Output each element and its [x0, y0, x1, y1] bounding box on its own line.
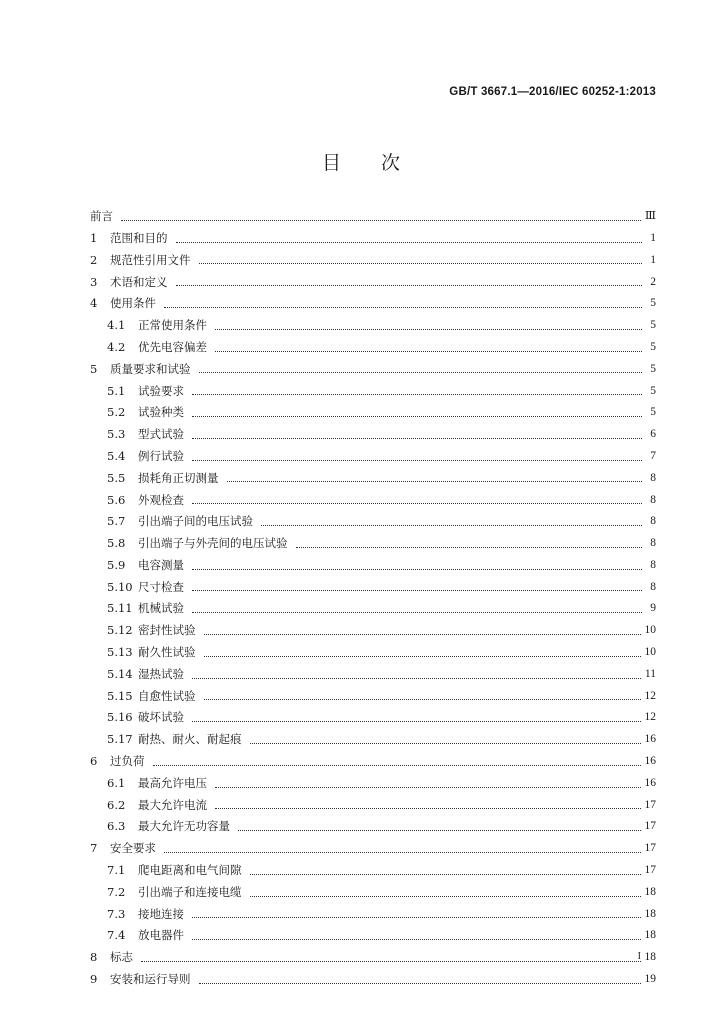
toc-entry-number: 4.1 — [107, 318, 126, 333]
toc-dot-leader — [215, 807, 641, 809]
toc-dot-leader — [199, 371, 643, 373]
toc-entry[interactable] — [90, 402, 656, 424]
toc-entry[interactable] — [90, 882, 656, 904]
toc-dot-leader — [250, 742, 641, 744]
toc-entry-label: 术语和定义 — [110, 274, 168, 289]
toc-entry-number: 7 — [90, 841, 98, 856]
toc-entry-label: 最大允许电流 — [138, 797, 207, 812]
toc-entry-page: 11 — [644, 667, 656, 680]
toc-entry[interactable] — [90, 228, 656, 250]
toc-entry-number: 8 — [90, 950, 98, 965]
toc-entry-label: 引出端子和连接电缆 — [138, 884, 242, 899]
toc-entry[interactable] — [90, 598, 656, 620]
toc-entry[interactable] — [90, 773, 656, 795]
toc-entry[interactable] — [90, 468, 656, 490]
toc-entry-number: 5.10 — [107, 579, 133, 594]
toc-dot-leader — [176, 241, 643, 243]
toc-entry-label: 质量要求和试验 — [110, 361, 191, 376]
toc-entry[interactable] — [90, 577, 656, 599]
toc-entry-number: 6.3 — [107, 819, 126, 834]
toc-entry[interactable] — [90, 751, 656, 773]
toc-entry-label: 引出端子间的电压试验 — [138, 514, 253, 529]
toc-dot-leader — [164, 851, 641, 853]
toc-entry-number: 7.2 — [107, 884, 126, 899]
toc-entry-page: 8 — [650, 515, 656, 528]
toc-entry-number: 5.15 — [107, 688, 133, 703]
toc-entry-page: 6 — [650, 428, 656, 441]
toc-entry-page: 10 — [644, 624, 656, 637]
toc-entry[interactable] — [90, 925, 656, 947]
toc-entry-page: 17 — [644, 842, 656, 855]
toc-entry-label: 放电器件 — [138, 928, 184, 943]
toc-entry[interactable] — [90, 446, 656, 468]
toc-dot-leader — [192, 720, 641, 722]
toc-entry-label: 爬电距离和电气间隙 — [138, 863, 242, 878]
page-number: I — [637, 951, 641, 962]
toc-entry-number: 3 — [90, 274, 98, 289]
toc-entry-page: 5 — [650, 406, 656, 419]
toc-dot-leader — [192, 916, 641, 918]
toc-dot-leader — [204, 633, 641, 635]
toc-entry-number: 5.3 — [107, 427, 126, 442]
toc-entry[interactable] — [90, 642, 656, 664]
toc-entry-label: 范围和目的 — [110, 230, 168, 245]
toc-entry-label: 前言 — [90, 209, 113, 224]
toc-entry[interactable] — [90, 816, 656, 838]
toc-entry-label: 破坏试验 — [138, 710, 184, 725]
toc-entry-label: 耐久性试验 — [138, 645, 196, 660]
toc-entry[interactable] — [90, 315, 656, 337]
toc-entry-number: 5.11 — [107, 601, 133, 616]
toc-entry-number: 6.2 — [107, 797, 126, 812]
toc-entry-page: 18 — [644, 929, 656, 942]
toc-entry-page: 5 — [650, 340, 656, 353]
toc-entry[interactable] — [90, 380, 656, 402]
toc-entry-page: 1 — [650, 231, 656, 244]
toc-dot-leader — [296, 546, 643, 548]
toc-dot-leader — [192, 611, 642, 613]
toc-entry[interactable] — [90, 838, 656, 860]
standard-code: GB/T 3667.1—2016/IEC 60252-1:2013 — [449, 86, 656, 98]
toc-entry-page: 17 — [644, 798, 656, 811]
toc-dot-leader — [141, 960, 641, 962]
toc-entry-page: 18 — [644, 951, 656, 964]
toc-entry-number: 5.9 — [107, 557, 126, 572]
toc-entry[interactable] — [90, 337, 656, 359]
toc-entry-number: 5.6 — [107, 492, 126, 507]
toc-entry-number: 5 — [90, 361, 98, 376]
toc-dot-leader — [121, 219, 641, 221]
toc-entry[interactable] — [90, 489, 656, 511]
toc-entry-label: 接地连接 — [138, 906, 184, 921]
toc-entry-page: 16 — [644, 733, 656, 746]
toc-entry-page: 5 — [650, 297, 656, 310]
toc-dot-leader — [250, 895, 641, 897]
toc-entry-page: 8 — [650, 558, 656, 571]
toc-entry-label: 试验要求 — [138, 383, 184, 398]
toc-entry-page: 8 — [650, 537, 656, 550]
toc-entry[interactable] — [90, 620, 656, 642]
toc-dot-leader — [215, 786, 641, 788]
toc-entry-label: 损耗角正切测量 — [138, 470, 219, 485]
toc-entry[interactable] — [90, 686, 656, 708]
toc-entry-number: 4.2 — [107, 339, 126, 354]
toc-dot-leader — [261, 524, 642, 526]
toc-entry-label: 优先电容偏差 — [138, 339, 207, 354]
toc-dot-leader — [199, 982, 641, 984]
toc-entry-page: 19 — [644, 973, 656, 986]
toc-entry-label: 机械试验 — [138, 601, 184, 616]
toc-entry[interactable] — [90, 969, 656, 991]
toc-entry-number: 5.4 — [107, 448, 126, 463]
toc-entry-page: 7 — [650, 449, 656, 462]
toc-entry[interactable] — [90, 904, 656, 926]
toc-dot-leader — [204, 655, 641, 657]
toc-entry-number: 6.1 — [107, 775, 126, 790]
toc-title-char-1: 目 — [321, 152, 343, 174]
toc-entry-page: 12 — [644, 711, 656, 724]
toc-entry-label: 试验种类 — [138, 405, 184, 420]
toc-entry[interactable] — [90, 555, 656, 577]
toc-entry-page: 8 — [650, 493, 656, 506]
toc-entry-number: 7.3 — [107, 906, 126, 921]
toc-entry-label: 外观检查 — [138, 492, 184, 507]
toc-entry-number: 6 — [90, 754, 98, 769]
toc-dot-leader — [250, 873, 641, 875]
toc-entry-label: 安装和运行导则 — [110, 972, 191, 987]
toc-entry-number: 5.12 — [107, 623, 133, 638]
toc-dot-leader — [192, 568, 642, 570]
toc-entry-label: 例行试验 — [138, 448, 184, 463]
toc-dot-leader — [192, 415, 642, 417]
toc-entry[interactable] — [90, 795, 656, 817]
toc-entry[interactable] — [90, 729, 656, 751]
toc-dot-leader — [164, 306, 642, 308]
toc-entry-label: 最大允许无功容量 — [138, 819, 230, 834]
toc-entry-label: 标志 — [110, 950, 133, 965]
toc-entry-number: 9 — [90, 972, 98, 987]
toc-entry-page: 5 — [650, 384, 656, 397]
toc-entry-label: 过负荷 — [110, 754, 145, 769]
toc-entry-page: 16 — [644, 755, 656, 768]
toc-entry-label: 安全要求 — [110, 841, 156, 856]
toc-entry[interactable] — [90, 707, 656, 729]
toc-entry-page: 12 — [644, 689, 656, 702]
toc-entry[interactable] — [90, 511, 656, 533]
toc-dot-leader — [192, 393, 642, 395]
toc-dot-leader — [199, 262, 643, 264]
toc-dot-leader — [227, 480, 643, 482]
toc-dot-leader — [215, 350, 642, 352]
toc-entry-page: 5 — [650, 319, 656, 332]
toc-title — [0, 148, 724, 175]
toc-entry-number: 5.7 — [107, 514, 126, 529]
toc-entry[interactable] — [90, 271, 656, 293]
toc-dot-leader — [176, 284, 643, 286]
toc-entry-label: 湿热试验 — [138, 666, 184, 681]
toc-entry-page: 8 — [650, 471, 656, 484]
toc-dot-leader — [238, 829, 641, 831]
toc-entry-number: 1 — [90, 230, 98, 245]
toc-entry-label: 引出端子与外壳间的电压试验 — [138, 536, 288, 551]
toc-dot-leader — [192, 677, 641, 679]
toc-entry[interactable] — [90, 860, 656, 882]
toc-dot-leader — [192, 437, 642, 439]
toc-entry-number: 7.1 — [107, 863, 126, 878]
toc-entry-label: 自愈性试验 — [138, 688, 196, 703]
toc-entry-label: 尺寸检查 — [138, 579, 184, 594]
toc-dot-leader — [215, 328, 642, 330]
toc-entry-number: 5.5 — [107, 470, 126, 485]
toc-entry-number: 5.2 — [107, 405, 126, 420]
toc-entry-number: 7.4 — [107, 928, 126, 943]
toc-entry-page: 5 — [650, 362, 656, 375]
toc-entry-page: 1 — [650, 253, 656, 266]
toc-entry-page: 17 — [644, 820, 656, 833]
toc-entry-label: 使用条件 — [110, 296, 156, 311]
toc-entry-number: 5.1 — [107, 383, 126, 398]
toc-entry-label: 密封性试验 — [138, 623, 196, 638]
toc-entry-page: 10 — [644, 646, 656, 659]
toc-entry-page: 9 — [650, 602, 656, 615]
toc-entry[interactable] — [90, 250, 656, 272]
toc-entry-label: 耐热、耐火、耐起痕 — [138, 732, 242, 747]
toc-entry-page: 18 — [644, 885, 656, 898]
toc-entry-number: 5.8 — [107, 536, 126, 551]
toc-entry-page: 16 — [644, 776, 656, 789]
toc-dot-leader — [192, 589, 642, 591]
toc-entry-page: 8 — [650, 580, 656, 593]
toc-dot-leader — [153, 764, 641, 766]
toc-entry[interactable] — [90, 533, 656, 555]
toc-entry-page: 17 — [644, 864, 656, 877]
toc-entry[interactable] — [90, 206, 656, 228]
table-of-contents — [90, 206, 656, 991]
toc-entry-label: 电容测量 — [138, 557, 184, 572]
toc-dot-leader — [192, 459, 642, 461]
toc-entry-number: 5.14 — [107, 666, 133, 681]
toc-entry-page: Ⅲ — [644, 210, 656, 223]
toc-entry-page: 2 — [650, 275, 656, 288]
toc-entry[interactable] — [90, 293, 656, 315]
toc-entry-number: 5.16 — [107, 710, 133, 725]
toc-entry-number: 4 — [90, 296, 98, 311]
toc-dot-leader — [192, 502, 642, 504]
toc-entry-page: 18 — [644, 907, 656, 920]
toc-entry-label: 规范性引用文件 — [110, 252, 191, 267]
toc-entry-label: 最高允许电压 — [138, 775, 207, 790]
toc-dot-leader — [192, 938, 641, 940]
toc-entry-number: 2 — [90, 252, 98, 267]
toc-entry-number: 5.17 — [107, 732, 133, 747]
toc-entry-number: 5.13 — [107, 645, 133, 660]
toc-entry[interactable] — [90, 664, 656, 686]
toc-title-char-2: 次 — [381, 152, 403, 174]
toc-entry-label: 正常使用条件 — [138, 318, 207, 333]
toc-entry[interactable] — [90, 424, 656, 446]
toc-dot-leader — [204, 698, 641, 700]
toc-entry[interactable] — [90, 359, 656, 381]
toc-entry-label: 型式试验 — [138, 427, 184, 442]
toc-entry[interactable] — [90, 947, 656, 969]
